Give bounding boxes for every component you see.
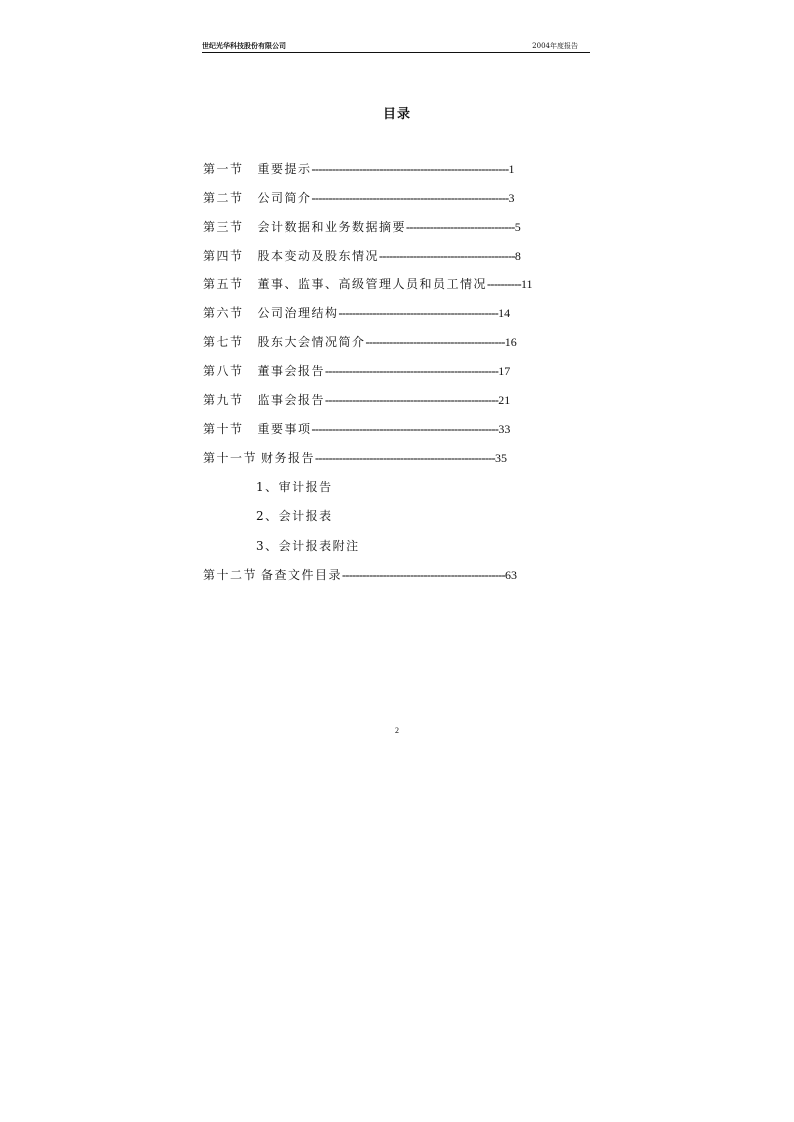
toc-leader-dots: --------------------------------------------------- xyxy=(325,393,499,407)
toc-leader-dots: ------------------------------------------------ xyxy=(342,568,506,582)
toc-page-number: 5 xyxy=(514,220,521,234)
toc-page-number: 16 xyxy=(504,335,517,349)
toc-section-title: 股本变动及股东情况 xyxy=(257,249,380,263)
toc-section-title: 财务报告 xyxy=(261,451,316,465)
toc-page-number: 14 xyxy=(498,306,511,320)
toc-entry[interactable] xyxy=(203,190,515,206)
page-title: 目录 xyxy=(382,107,411,122)
toc-sub-entry[interactable]: 1、审计报告 xyxy=(256,480,333,494)
toc-entry[interactable] xyxy=(203,161,515,177)
toc-leader-dots: ---------------------------------------- xyxy=(379,249,515,263)
toc-section-title: 董事、监事、高级管理人员和员工情况 xyxy=(257,277,488,291)
toc-entry[interactable] xyxy=(203,567,517,583)
toc-leader-dots: ----------------------------------------- xyxy=(365,335,505,349)
toc-entry[interactable] xyxy=(203,276,533,292)
toc-page-number: 8 xyxy=(514,249,521,263)
toc-section-title: 股东大会情况简介 xyxy=(257,335,366,349)
toc-page-number: 11 xyxy=(521,277,533,291)
toc-page-number: 33 xyxy=(498,422,511,436)
toc-entry[interactable] xyxy=(203,248,521,264)
toc-page-number: 21 xyxy=(498,393,511,407)
toc-section-number: 第一节 xyxy=(203,162,244,176)
toc-section-title: 监事会报告 xyxy=(257,393,326,407)
toc-section-number: 第十二节 xyxy=(203,568,258,582)
toc-page-number: 1 xyxy=(508,162,515,176)
toc-entry[interactable] xyxy=(203,219,521,235)
toc-section-number: 第四节 xyxy=(203,249,244,263)
toc-entry[interactable] xyxy=(203,363,510,379)
toc-page-number: 17 xyxy=(498,364,511,378)
toc-sub-entry[interactable]: 2、会计报表 xyxy=(256,509,333,523)
toc-sub-entry[interactable]: 3、会计报表附注 xyxy=(256,539,360,553)
toc-entry[interactable] xyxy=(203,305,510,321)
toc-entry[interactable] xyxy=(203,421,510,437)
toc-page-number: 3 xyxy=(508,191,515,205)
toc-section-title: 会计数据和业务数据摘要 xyxy=(257,220,407,234)
toc-section-title: 董事会报告 xyxy=(257,364,326,378)
toc-page-number: 35 xyxy=(495,451,508,465)
toc-section-title: 重要提示 xyxy=(257,162,312,176)
toc-leader-dots: ----------------------------------------------- xyxy=(338,306,499,320)
toc-entry[interactable] xyxy=(203,392,510,408)
toc-section-title: 备查文件目录 xyxy=(261,568,343,582)
toc-section-number: 第七节 xyxy=(203,335,244,349)
toc-section-title: 重要事项 xyxy=(257,422,312,436)
toc-section-number: 第六节 xyxy=(203,306,244,320)
toc-entry[interactable] xyxy=(203,450,507,466)
toc-leader-dots: --------------------------------------------------- xyxy=(325,364,499,378)
toc-section-title: 公司治理结构 xyxy=(257,306,339,320)
toc-page-number: 63 xyxy=(505,568,518,582)
page-header xyxy=(202,40,590,53)
toc-leader-dots: ---------------------------------------------------------- xyxy=(311,191,509,205)
toc-leader-dots: ---------------------------------------------------------- xyxy=(311,162,509,176)
toc-entry[interactable] xyxy=(203,334,517,350)
toc-leader-dots: ---------- xyxy=(487,277,521,291)
toc-section-number: 第二节 xyxy=(203,191,244,205)
toc-section-number: 第九节 xyxy=(203,393,244,407)
page-number: 2 xyxy=(395,726,399,735)
header-company-name: 世纪光华科技股份有限公司 xyxy=(202,41,286,50)
toc-section-number: 第三节 xyxy=(203,220,244,234)
toc-section-number: 第十节 xyxy=(203,422,244,436)
toc-leader-dots: ------------------------------------------------------- xyxy=(311,422,499,436)
toc-section-number: 第八节 xyxy=(203,364,244,378)
toc-leader-dots: -------------------------------- xyxy=(406,220,515,234)
toc-section-number: 第五节 xyxy=(203,277,244,291)
toc-section-title: 公司简介 xyxy=(257,191,312,205)
header-report-title: 2004年度报告 xyxy=(532,42,578,50)
toc-section-number: 第十一节 xyxy=(203,451,258,465)
toc-leader-dots: ----------------------------------------------------- xyxy=(315,451,496,465)
